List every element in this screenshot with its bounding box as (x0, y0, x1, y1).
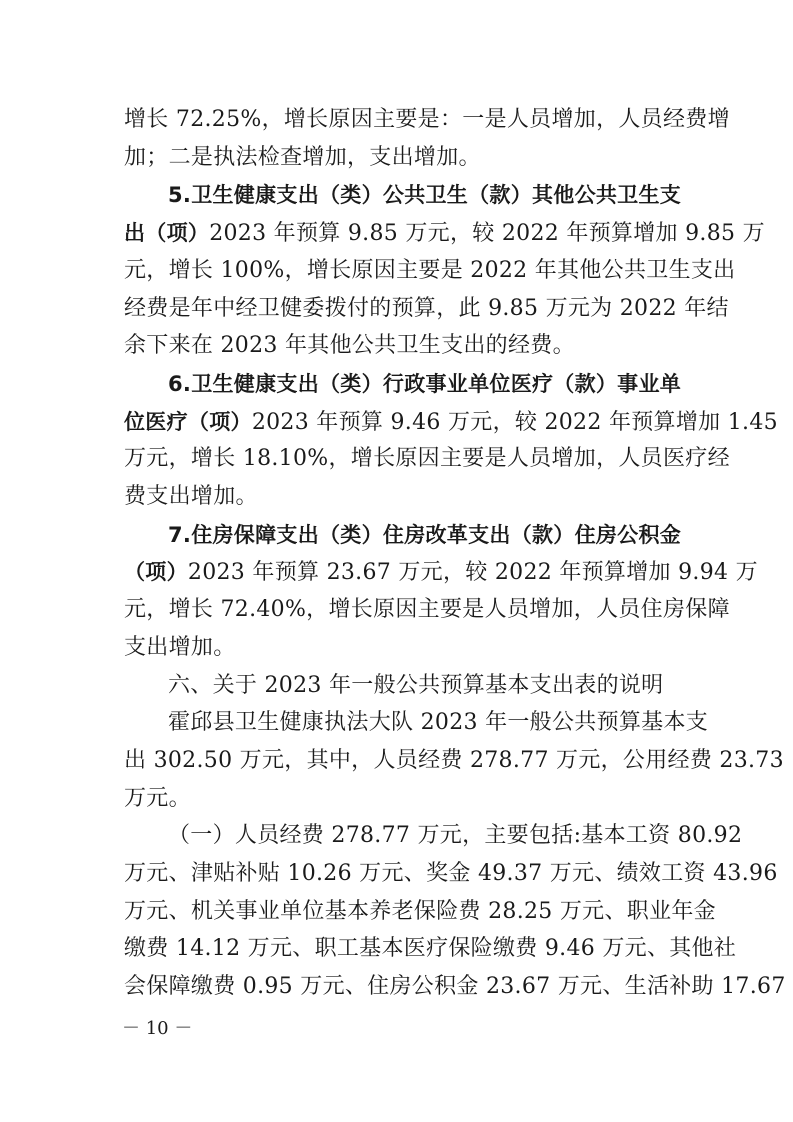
text-line (168, 820, 743, 852)
text-line (124, 443, 730, 475)
body-text: 加；二是执法检查增加，支出增加。 (124, 145, 481, 170)
bold-heading-text: 6.卫生健康支出（类）行政事业单位医疗（款）事业单 (168, 372, 682, 396)
bold-heading-text: 5.卫生健康支出（类）公共卫生（款）其他公共卫生支 (168, 183, 682, 207)
body-text: 万元。 (124, 786, 191, 811)
body-text: 万元，增长 18.10%，增长原因主要是人员增加，人员医疗经 (124, 446, 730, 471)
text-line (124, 293, 729, 325)
text-line (124, 142, 672, 174)
text-line (124, 556, 758, 588)
text-line (124, 745, 784, 777)
text-line (124, 330, 672, 362)
text-line (168, 670, 672, 702)
text-line (168, 368, 682, 400)
bold-heading-text: 7.住房保障支出（类）住房改革支出（款）住房公积金 (168, 523, 682, 547)
text-line (124, 406, 778, 438)
text-line (124, 783, 672, 815)
text-line (124, 217, 765, 249)
body-text: 六、关于 2023 年一般公共预算基本支出表的说明 (168, 673, 664, 698)
body-text: 元，增长 72.40%，增长原因主要是人员增加，人员住房保障 (124, 597, 730, 622)
body-text: 万元、津贴补贴 10.26 万元、奖金 49.37 万元、绩效工资 43.96 (124, 861, 778, 886)
body-text: 2023 年预算 23.67 万元，较 2022 年预算增加 9.94 万 (187, 560, 758, 585)
body-text: 缴费 14.12 万元、职工基本医疗保险缴费 9.46 万元、其他社 (124, 936, 737, 961)
body-text: 会保障缴费 0.95 万元、住房公积金 23.67 万元、生活补助 17.67 (124, 974, 786, 999)
text-line (124, 971, 786, 1003)
text-line (124, 481, 672, 513)
body-text: 增长 72.25%，增长原因主要是：一是人员增加，人员经费增 (124, 107, 730, 132)
bold-heading-text: （项） (124, 560, 188, 584)
text-line (168, 519, 682, 551)
text-line (124, 632, 672, 664)
body-text: 出 302.50 万元，其中，人员经费 278.77 万元，公用经费 23.73 (124, 748, 784, 773)
body-text: 霍邱县卫生健康执法大队 2023 年一般公共预算基本支 (168, 710, 709, 735)
body-text: 2023 年预算 9.46 万元，较 2022 年预算增加 1.45 (251, 410, 778, 435)
body-text: 2023 年预算 9.85 万元，较 2022 年预算增加 9.85 万 (209, 221, 765, 246)
text-line (124, 104, 730, 136)
text-line (168, 707, 709, 739)
text-line (124, 594, 730, 626)
body-text: 支出增加。 (124, 635, 236, 660)
text-line (124, 896, 716, 928)
text-line (124, 255, 736, 287)
body-text: 余下来在 2023 年其他公共卫生支出的经费。 (124, 333, 575, 358)
body-text: 费支出增加。 (124, 484, 258, 509)
body-text: 万元、机关事业单位基本养老保险费 28.25 万元、职业年金 (124, 899, 716, 924)
body-text: 元，增长 100%，增长原因主要是 2022 年其他公共卫生支出 (124, 258, 736, 283)
bold-heading-text: 出（项） (124, 221, 210, 245)
page-number: － 10 － (122, 1018, 193, 1039)
text-line (124, 858, 778, 890)
text-line (124, 933, 737, 965)
body-text: （一）人员经费 278.77 万元，主要包括:基本工资 80.92 (168, 823, 743, 848)
body-text: 经费是年中经卫健委拨付的预算，此 9.85 万元为 2022 年结 (124, 296, 729, 321)
text-line (168, 179, 682, 211)
bold-heading-text: 位医疗（项） (124, 410, 252, 434)
